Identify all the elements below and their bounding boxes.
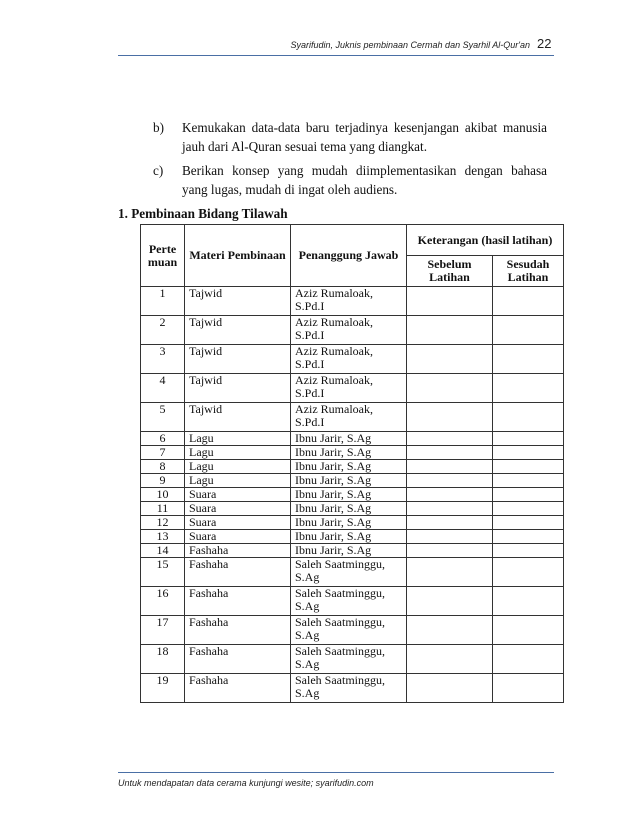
cell-sebelum — [407, 645, 493, 674]
cell-sebelum — [407, 474, 493, 488]
cell-sesudah — [493, 460, 564, 474]
cell-materi: Fashaha — [185, 645, 291, 674]
cell-penanggung-jawab: Ibnu Jarir, S.Ag — [291, 544, 407, 558]
cell-materi: Fashaha — [185, 558, 291, 587]
list-text-line1: Kemukakan data-data baru terjadinya kesenjangan akibat manusia — [182, 120, 547, 135]
header-keterangan: Keterangan (hasil latihan) — [407, 225, 564, 256]
cell-penanggung-jawab: Ibnu Jarir, S.Ag — [291, 502, 407, 516]
cell-sesudah — [493, 316, 564, 345]
cell-pertemuan: 15 — [141, 558, 185, 587]
cell-pertemuan: 7 — [141, 446, 185, 460]
cell-sebelum — [407, 316, 493, 345]
table-row — [141, 345, 564, 374]
list-item-b — [0, 119, 638, 159]
header-rule — [118, 55, 554, 56]
cell-pertemuan: 6 — [141, 432, 185, 446]
cell-materi: Tajwid — [185, 345, 291, 374]
cell-materi: Fashaha — [185, 544, 291, 558]
cell-sesudah — [493, 558, 564, 587]
cell-materi: Tajwid — [185, 287, 291, 316]
table-row — [141, 645, 564, 674]
cell-penanggung-jawab: Aziz Rumaloak, S.Pd.I — [291, 374, 407, 403]
cell-sebelum — [407, 446, 493, 460]
footer-rule — [118, 772, 554, 773]
section-title: 1. Pembinaan Bidang Tilawah — [118, 206, 288, 221]
cell-penanggung-jawab: Ibnu Jarir, S.Ag — [291, 432, 407, 446]
running-header: Syarifudin, Juknis pembinaan Cermah dan Syarhil Al-Qur'an — [290, 40, 530, 50]
header-pertemuan: Perte muan — [141, 225, 185, 287]
cell-materi: Suara — [185, 530, 291, 544]
cell-sesudah — [493, 287, 564, 316]
cell-sebelum — [407, 516, 493, 530]
cell-penanggung-jawab: Saleh Saatminggu, S.Ag — [291, 587, 407, 616]
cell-sesudah — [493, 616, 564, 645]
cell-pertemuan: 11 — [141, 502, 185, 516]
cell-penanggung-jawab: Saleh Saatminggu, S.Ag — [291, 616, 407, 645]
cell-sesudah — [493, 502, 564, 516]
cell-materi: Lagu — [185, 474, 291, 488]
cell-sesudah — [493, 544, 564, 558]
tilawah-table — [140, 224, 564, 703]
cell-pertemuan: 2 — [141, 316, 185, 345]
cell-materi: Lagu — [185, 460, 291, 474]
cell-materi: Suara — [185, 516, 291, 530]
list-label: b) — [153, 120, 164, 135]
cell-pertemuan: 14 — [141, 544, 185, 558]
header-sesudah: Sesudah Latihan — [493, 256, 564, 287]
cell-pertemuan: 5 — [141, 403, 185, 432]
cell-penanggung-jawab: Ibnu Jarir, S.Ag — [291, 530, 407, 544]
cell-sesudah — [493, 446, 564, 460]
cell-pertemuan: 4 — [141, 374, 185, 403]
cell-pertemuan: 16 — [141, 587, 185, 616]
cell-materi: Tajwid — [185, 374, 291, 403]
cell-sebelum — [407, 488, 493, 502]
page-number: 22 — [537, 36, 552, 51]
cell-sebelum — [407, 403, 493, 432]
table-row — [141, 558, 564, 587]
list-text-line2: jauh dari Al-Quran sesuai tema yang diangkat. — [182, 139, 427, 154]
cell-materi: Suara — [185, 488, 291, 502]
cell-sebelum — [407, 587, 493, 616]
list-item-c — [0, 162, 638, 202]
cell-materi: Tajwid — [185, 316, 291, 345]
cell-materi: Fashaha — [185, 616, 291, 645]
table-row — [141, 530, 564, 544]
cell-penanggung-jawab: Saleh Saatminggu, S.Ag — [291, 558, 407, 587]
cell-penanggung-jawab: Aziz Rumaloak, S.Pd.I — [291, 403, 407, 432]
cell-materi: Tajwid — [185, 403, 291, 432]
cell-sebelum — [407, 530, 493, 544]
table-row — [141, 460, 564, 474]
table-row — [141, 544, 564, 558]
cell-pertemuan: 19 — [141, 674, 185, 703]
table-row — [141, 316, 564, 345]
table-row — [141, 674, 564, 703]
list-text-line2: yang lugas, mudah di ingat oleh audiens. — [182, 182, 398, 197]
cell-sesudah — [493, 645, 564, 674]
cell-sebelum — [407, 432, 493, 446]
cell-sesudah — [493, 516, 564, 530]
cell-sebelum — [407, 460, 493, 474]
cell-pertemuan: 8 — [141, 460, 185, 474]
table-row — [141, 488, 564, 502]
cell-penanggung-jawab: Ibnu Jarir, S.Ag — [291, 446, 407, 460]
cell-materi: Fashaha — [185, 674, 291, 703]
cell-sebelum — [407, 502, 493, 516]
cell-sesudah — [493, 587, 564, 616]
table-row — [141, 446, 564, 460]
cell-penanggung-jawab: Saleh Saatminggu, S.Ag — [291, 674, 407, 703]
cell-sesudah — [493, 432, 564, 446]
cell-pertemuan: 9 — [141, 474, 185, 488]
cell-penanggung-jawab: Ibnu Jarir, S.Ag — [291, 516, 407, 530]
header-materi: Materi Pembinaan — [185, 225, 291, 287]
table-row — [141, 432, 564, 446]
cell-sesudah — [493, 345, 564, 374]
cell-sebelum — [407, 345, 493, 374]
cell-penanggung-jawab: Ibnu Jarir, S.Ag — [291, 474, 407, 488]
table-row — [141, 287, 564, 316]
cell-penanggung-jawab: Saleh Saatminggu, S.Ag — [291, 645, 407, 674]
cell-sebelum — [407, 287, 493, 316]
cell-sesudah — [493, 530, 564, 544]
cell-penanggung-jawab: Aziz Rumaloak, S.Pd.I — [291, 287, 407, 316]
table-body — [141, 287, 564, 703]
cell-sesudah — [493, 674, 564, 703]
cell-sebelum — [407, 558, 493, 587]
cell-pertemuan: 17 — [141, 616, 185, 645]
table-row — [141, 616, 564, 645]
cell-sesudah — [493, 488, 564, 502]
cell-sesudah — [493, 474, 564, 488]
header-penanggung-jawab: Penanggung Jawab — [291, 225, 407, 287]
table-row — [141, 502, 564, 516]
cell-sesudah — [493, 374, 564, 403]
cell-penanggung-jawab: Aziz Rumaloak, S.Pd.I — [291, 316, 407, 345]
table-row — [141, 474, 564, 488]
cell-pertemuan: 3 — [141, 345, 185, 374]
cell-penanggung-jawab: Aziz Rumaloak, S.Pd.I — [291, 345, 407, 374]
cell-materi: Suara — [185, 502, 291, 516]
cell-pertemuan: 1 — [141, 287, 185, 316]
table-row — [141, 403, 564, 432]
list-label: c) — [153, 163, 164, 178]
cell-sebelum — [407, 674, 493, 703]
cell-sesudah — [493, 403, 564, 432]
cell-penanggung-jawab: Ibnu Jarir, S.Ag — [291, 460, 407, 474]
table-row — [141, 516, 564, 530]
cell-pertemuan: 12 — [141, 516, 185, 530]
list-text-line1: Berikan konsep yang mudah diimplementasikan dengan bahasa — [182, 163, 547, 178]
cell-materi: Fashaha — [185, 587, 291, 616]
cell-sebelum — [407, 544, 493, 558]
cell-penanggung-jawab: Ibnu Jarir, S.Ag — [291, 488, 407, 502]
header-sebelum: Sebelum Latihan — [407, 256, 493, 287]
cell-materi: Lagu — [185, 446, 291, 460]
footer-text: Untuk mendapatan data cerama kunjungi wesite; syarifudin.com — [118, 778, 374, 788]
table-row — [141, 587, 564, 616]
cell-pertemuan: 13 — [141, 530, 185, 544]
cell-sebelum — [407, 374, 493, 403]
cell-sebelum — [407, 616, 493, 645]
cell-pertemuan: 10 — [141, 488, 185, 502]
cell-materi: Lagu — [185, 432, 291, 446]
cell-pertemuan: 18 — [141, 645, 185, 674]
table-row — [141, 374, 564, 403]
